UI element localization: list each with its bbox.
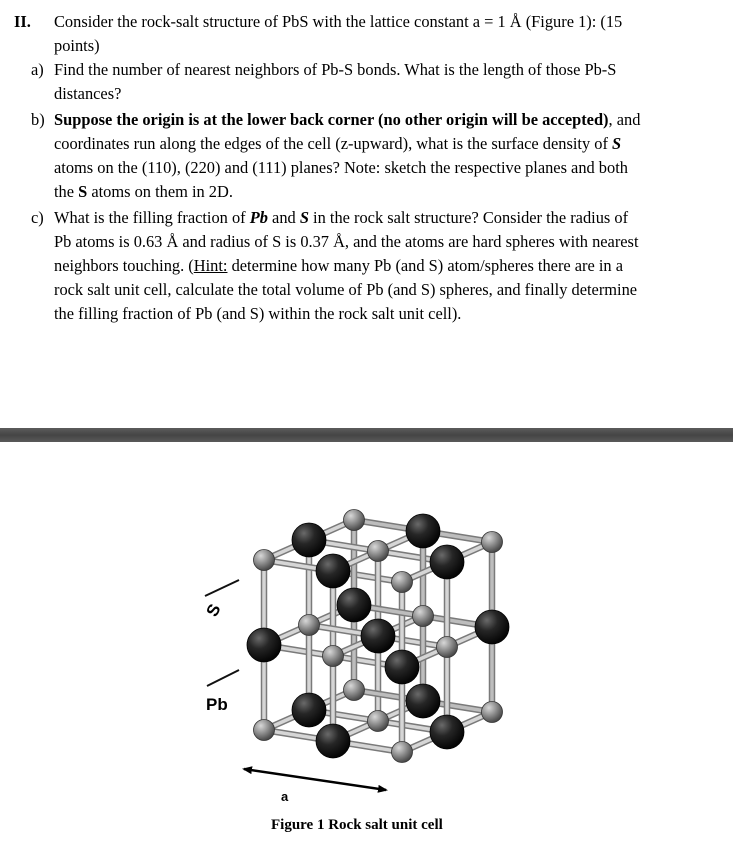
part-b-marker: b): [31, 110, 45, 129]
s-atom: [413, 606, 434, 627]
part-c-line4: rock salt unit cell, calculate the total volume of Pb (and S) spheres, and finally determine: [54, 280, 638, 299]
s-atom: [254, 550, 275, 571]
s-atom: [392, 742, 413, 763]
hint-label: Hint:: [193, 256, 228, 275]
pb-atom: [361, 619, 395, 653]
pb-atom: [337, 588, 371, 622]
s-atom: [392, 572, 413, 593]
pb-label-leader: [207, 670, 239, 686]
pb-atom: [292, 693, 326, 727]
part-b-line2: coordinates run along the edges of the cell (z-upward), what is the surface density of S: [54, 134, 622, 153]
part-c-line5: the filling fraction of Pb (and S) within the rock salt unit cell).: [54, 304, 462, 323]
pb-atom: [475, 610, 509, 644]
part-a-line1: Find the number of nearest neighbors of Pb-S bonds. What is the length of those Pb-S: [54, 60, 617, 79]
s-atom: [299, 615, 320, 636]
part-c-line3: neighbors touching. (Hint: determine how many Pb (and S) atom/spheres there are in a: [54, 256, 623, 275]
pb-atom: [406, 684, 440, 718]
pb-atom: [316, 554, 350, 588]
part-b-line3: atoms on the (110), (220) and (111) planes? Note: sketch the respective planes and both: [54, 158, 628, 177]
question-intro-line2: points): [54, 36, 100, 55]
pb-atom: [430, 715, 464, 749]
s-label: S: [202, 600, 225, 620]
s-label-leader: [205, 580, 239, 596]
s-atom: [482, 532, 503, 553]
part-a-marker: a): [31, 60, 44, 79]
s-atom: [368, 711, 389, 732]
pb-atom: [406, 514, 440, 548]
question-number: II.: [14, 12, 31, 31]
part-c-marker: c): [31, 208, 44, 227]
part-b-line1: Suppose the origin is at the lower back corner (no other origin will be accepted), and: [54, 110, 641, 129]
pb-atom: [247, 628, 281, 662]
pb-label: Pb: [206, 695, 228, 714]
part-c-line2: Pb atoms is 0.63 Å and radius of S is 0.37 Å, and the atoms are hard spheres with nearest: [54, 232, 639, 251]
part-a-line2: distances?: [54, 84, 122, 103]
s-atom: [344, 680, 365, 701]
pb-atom: [292, 523, 326, 557]
part-b-origin-emphasis: Suppose the origin is at the lower back corner (no other origin will be accepted): [54, 110, 609, 129]
s-atom: [254, 720, 275, 741]
lattice-constant-label: a: [281, 789, 289, 804]
pb-atom: [430, 545, 464, 579]
s-atom: [437, 637, 458, 658]
part-b-line4: the S atoms on them in 2D.: [54, 182, 233, 201]
s-atom: [482, 702, 503, 723]
pb-atom: [316, 724, 350, 758]
s-atom: [344, 510, 365, 531]
pb-atom: [385, 650, 419, 684]
figure-caption: Figure 1 Rock salt unit cell: [271, 817, 443, 833]
question-intro-line1: Consider the rock-salt structure of PbS with the lattice constant a = 1 Å (Figure 1): (15: [54, 12, 623, 31]
part-c-line1: What is the filling fraction of Pb and S in the rock salt structure? Consider the radius of: [54, 208, 629, 227]
s-atom: [368, 541, 389, 562]
lattice-constant-arrow: [244, 769, 386, 790]
s-atom: [323, 646, 344, 667]
